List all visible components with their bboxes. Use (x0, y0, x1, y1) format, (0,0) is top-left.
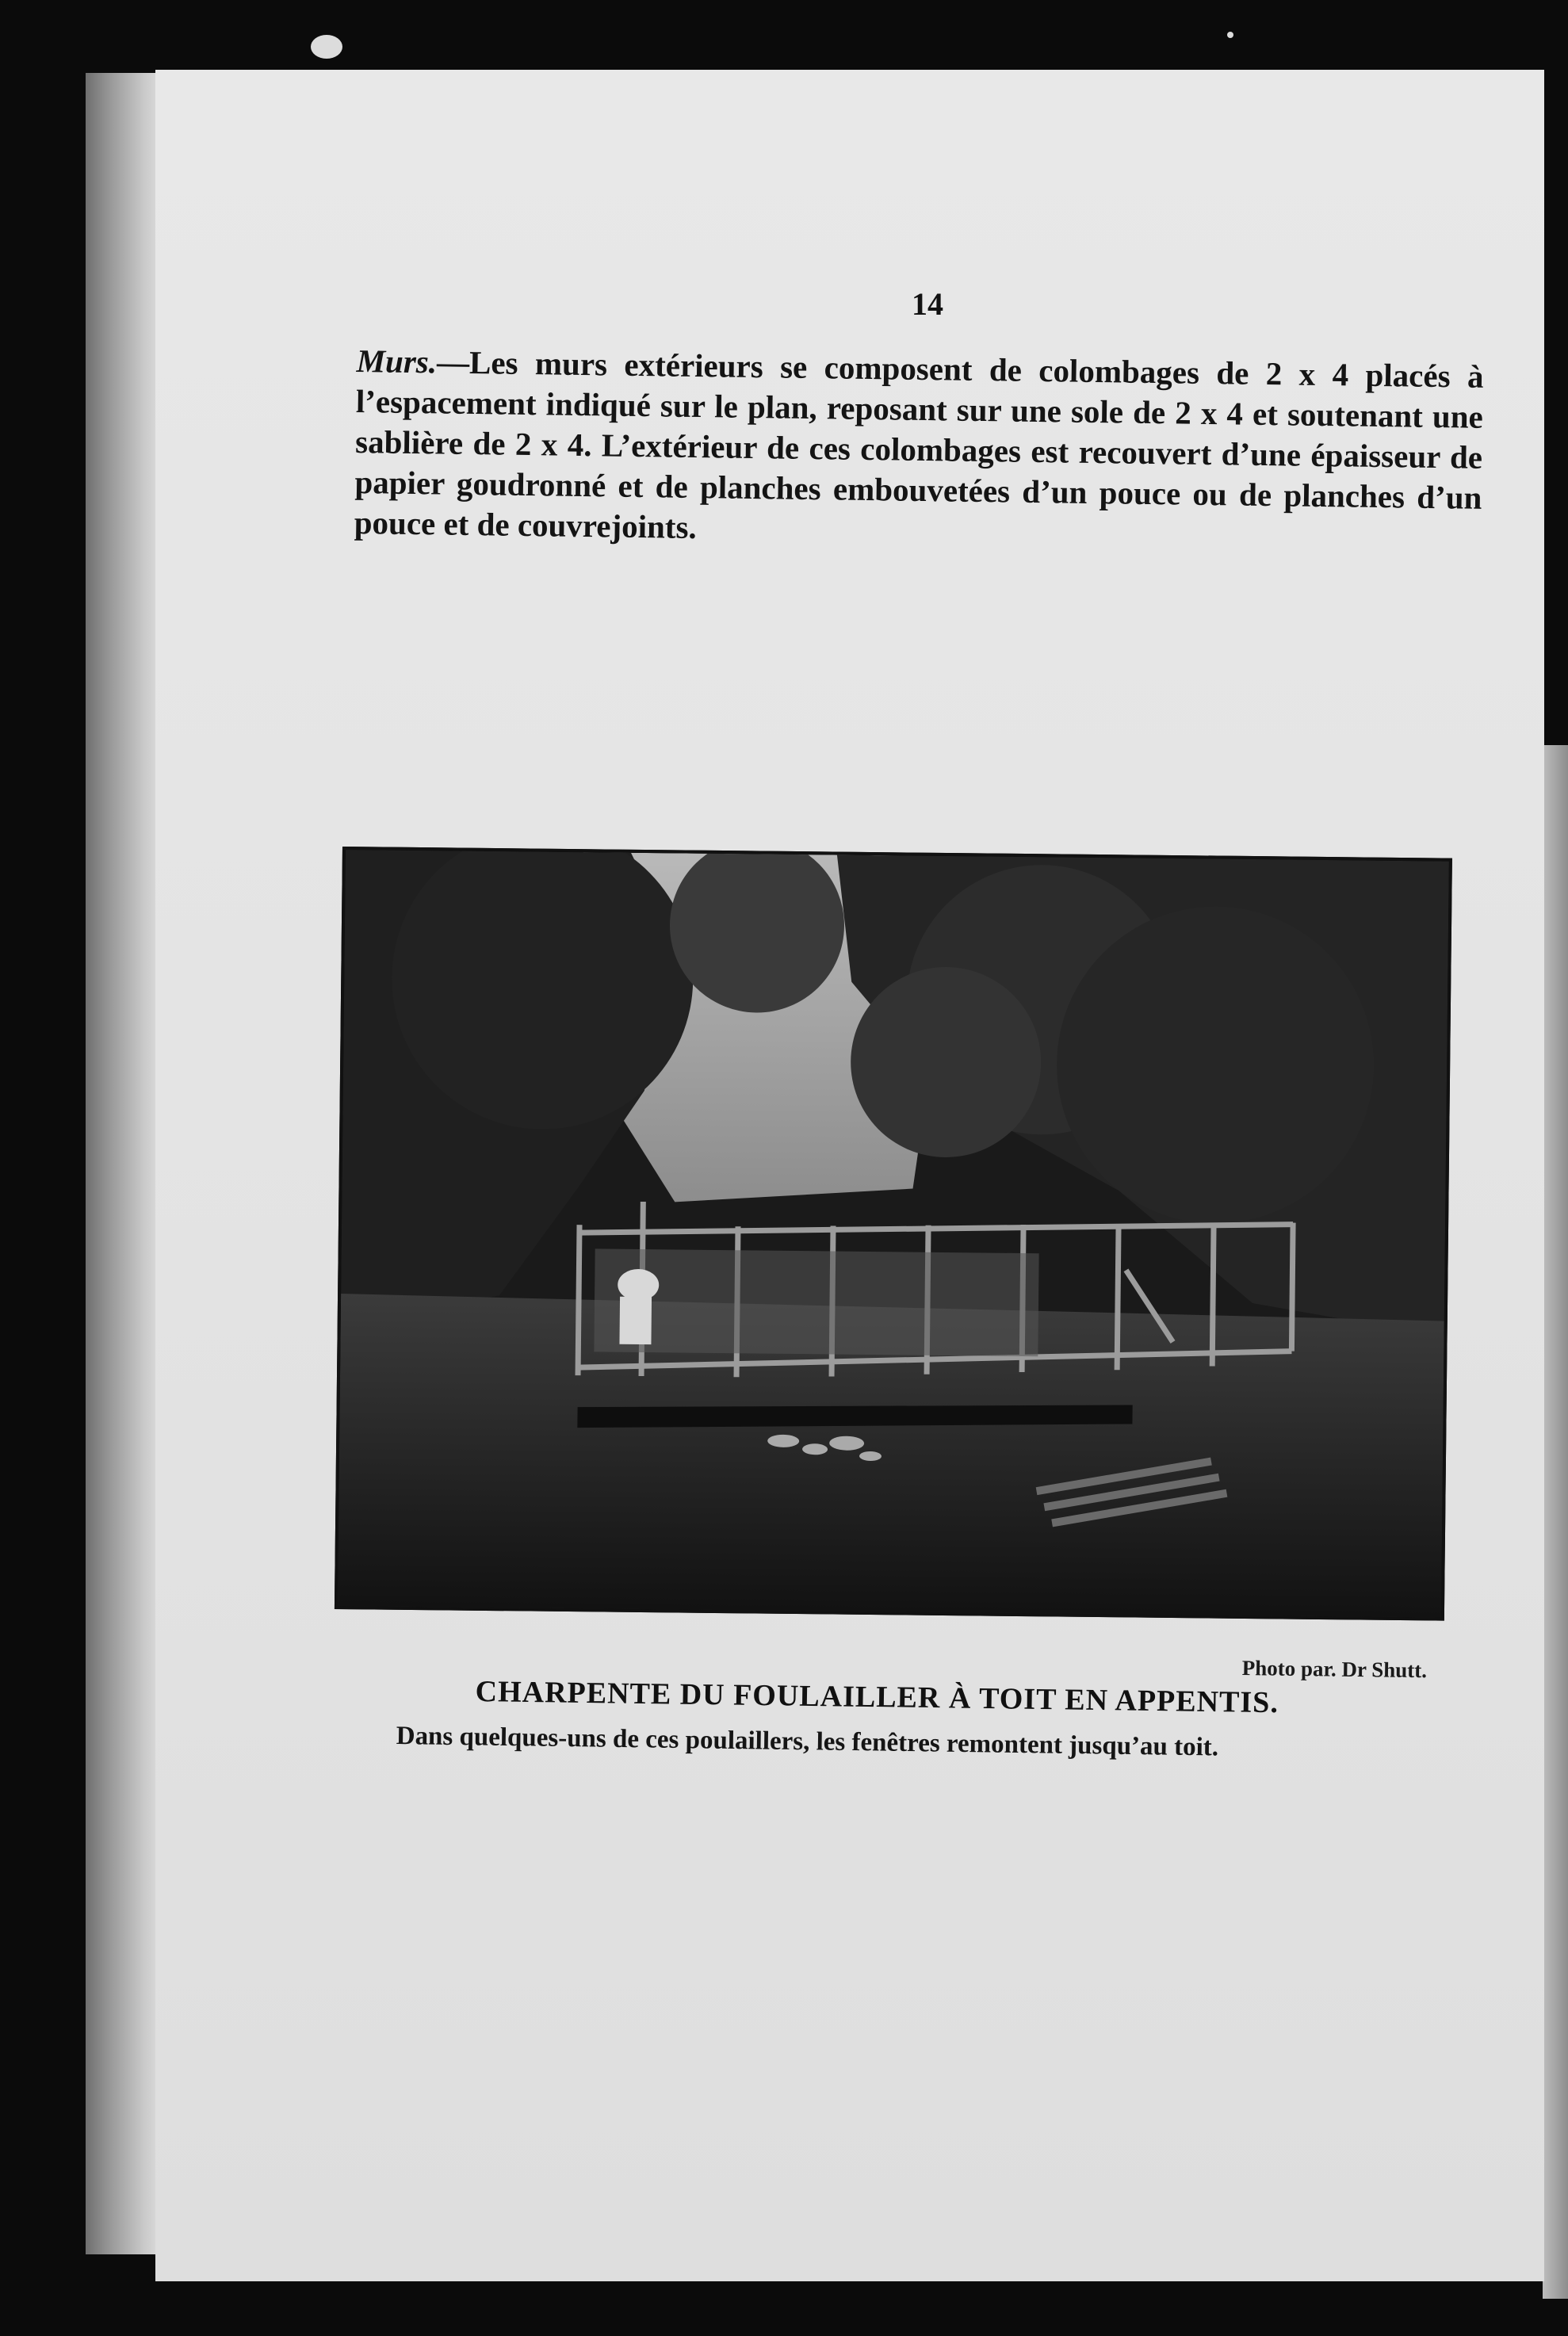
facing-page-edge (1543, 745, 1568, 2299)
book-binding-edge (86, 73, 159, 2254)
dust-speck (1227, 32, 1233, 38)
figure-caption-subtitle: Dans quelques-uns de ces poulaillers, les fenêtres remontent jusqu’au toit. (396, 1722, 1219, 1762)
paragraph-lead-in: Murs. (356, 342, 438, 380)
body-paragraph (354, 341, 1483, 559)
paragraph-text: —Les murs extérieurs se composent de colombages de 2 x 4 placés à l’espacement indiqué sur le plan, reposant sur une sole de 2 x 4 et soutenant une sablière de 2 x 4. L’extérieur de ces colombages est recouvert d’une épaisseur de papier goudronné et de planches embouvetées d’un pouce ou de planches d’un pouce et de couvrejoints. (354, 343, 1484, 546)
page-number: 14 (912, 286, 943, 322)
dust-speck (311, 35, 342, 59)
halftone-photograph (335, 847, 1452, 1621)
photo-credit: Photo par. Dr Shutt. (1241, 1655, 1428, 1683)
photograph-henhouse-frame (338, 850, 1449, 1618)
figure-caption-title: CHARPENTE DU FOULAILLER À TOIT EN APPENTIS. (475, 1675, 1279, 1720)
